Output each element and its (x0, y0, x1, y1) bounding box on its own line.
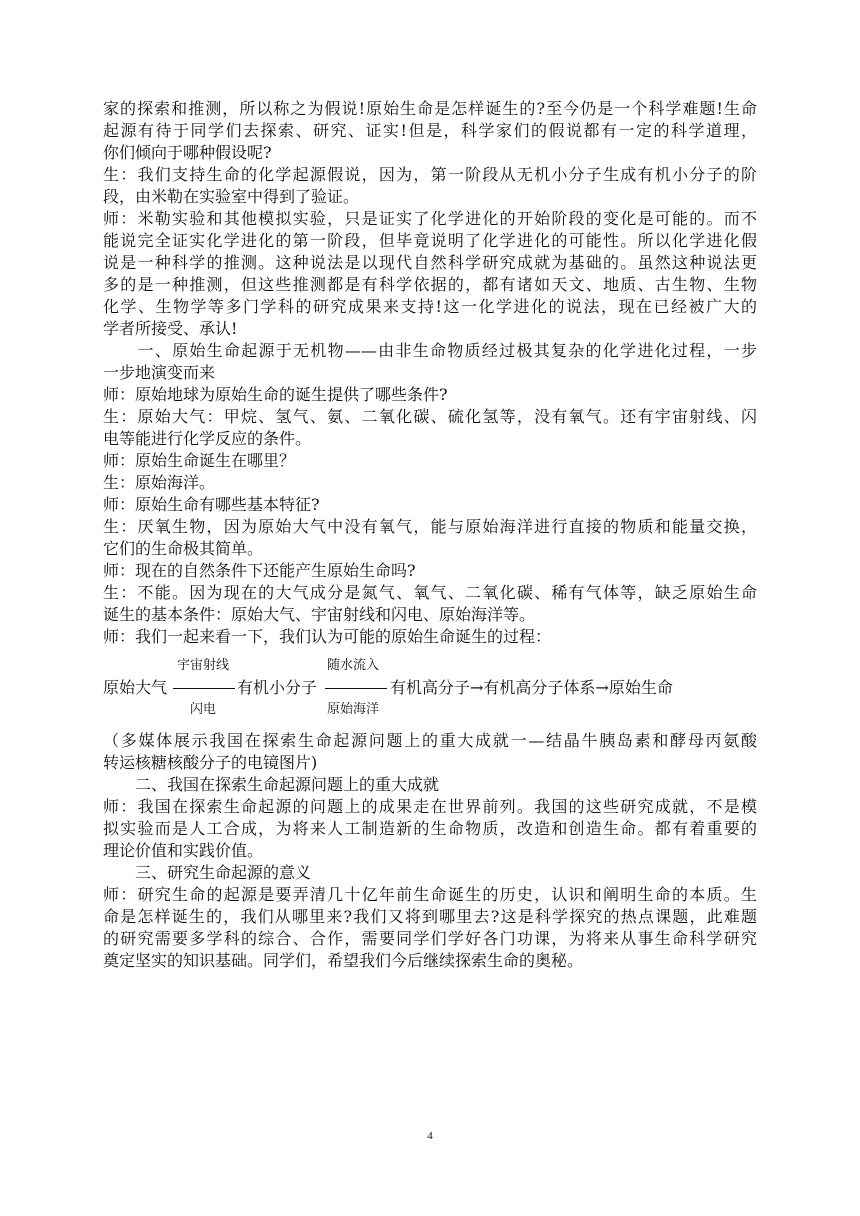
text-line: 的研究需要多学科的综合、合作，需要同学们学好各门功课，为将来从事生命科学研究 (103, 929, 757, 948)
text-line: 师：原始生命诞生在哪里？ (103, 451, 296, 470)
text-line: 诞生的基本条件：原始大气、宇宙射线和闪电、原始海洋等。 (103, 605, 536, 624)
arrow2-condition-above: 随水流入 (327, 658, 380, 673)
text-line: 师：现在的自然条件下还能产生原始生命吗? (103, 561, 416, 580)
text-line: 生：不能。因为现在的大气成分是氮气、氧气、二氧化碳、稀有气体等，缺乏原始生命 (103, 583, 757, 602)
text-line: 化学、生物学等多门学科的研究成果来支持!这一化学进化的说法，现在已经被广大的 (103, 297, 757, 316)
text-line: 师：原始生命有哪些基本特征? (103, 495, 320, 514)
text-line: 转运核糖核酸分子的电镜图片) (103, 753, 318, 772)
section-heading-1: 一、原始生命起源于无机物——由非生命物质经过极其复杂的化学进化过程，一步 (103, 341, 757, 360)
text-line: 生：原始大气：甲烷、氢气、氨、二氧化碳、硫化氢等，没有氧气。还有宇宙射线、闪 (103, 407, 757, 426)
document-body (103, 98, 757, 972)
text-line: 师：我们一起来看一下，我们认为可能的原始生命诞生的过程： (103, 627, 552, 646)
text-line: 多的是一种推测，但这些推测都是有科学依据的，都有诸如天文、地质、古生物、生物 (103, 275, 757, 294)
text-line: 一步地演变而来 (103, 363, 216, 382)
text-line: 你们倾向于哪种假设呢? (103, 143, 272, 162)
text-block-top (103, 98, 757, 648)
text-line: 师：米勒实验和其他模拟实验，只是证实了化学进化的开始阶段的变化是可能的。而不 (103, 209, 757, 228)
arrow2-condition-below: 原始海洋 (327, 702, 380, 717)
text-line: 家的探索和推测，所以称之为假说!原始生命是怎样诞生的?至今仍是一个科学难题!生命 (103, 99, 757, 118)
text-line: 理论价值和实践价值。 (103, 841, 264, 860)
page-number: 4 (427, 1130, 433, 1142)
text-line: 起源有待于同学们去探索、研究、证实!但是，科学家们的假说都有一定的科学道理， (103, 121, 757, 140)
arrow1-condition-above: 宇宙射线 (177, 658, 230, 673)
text-line: 生：我们支持生命的化学起源假说，因为，第一阶段从无机小分子生成有机小分子的阶 (103, 165, 757, 184)
text-line: 师：我国在探索生命起源的问题上的成果走在世界前列。我国的这些研究成就，不是模 (103, 797, 757, 816)
text-line: 学者所接受、承认! (103, 319, 238, 338)
diagram-node-start: 原始大气 (103, 678, 168, 697)
arrow2-line (325, 688, 387, 689)
text-line: 师：原始地球为原始生命的诞生提供了哪些条件? (103, 385, 448, 404)
text-line: 奠定坚实的知识基础。同学们，希望我们今后继续探索生命的奥秘。 (103, 951, 584, 970)
life-origin-process-diagram (103, 660, 757, 720)
text-line: 说是一种科学的推测。这种说法是以现代自然科学研究成就为基础的。虽然这种说法更 (103, 253, 757, 272)
text-line: 师：研究生命的起源是要弄清几十亿年前生命诞生的历史，认识和阐明生命的本质。生 (103, 885, 757, 904)
diagram-node-middle: 有机小分子 (237, 678, 318, 697)
text-line: 命是怎样诞生的，我们从哪里来?我们又将到哪里去?这是科学探究的热点课题，此难题 (103, 907, 757, 926)
text-line: 生：厌氧生物，因为原始大气中没有氧气，能与原始海洋进行直接的物质和能量交换， (103, 517, 757, 536)
text-line: 段，由米勒在实验室中得到了验证。 (103, 187, 360, 206)
text-line: （多媒体展示我国在探索生命起源问题上的重大成就一—结晶牛胰岛素和酵母丙氨酸 (103, 731, 757, 750)
text-block-bottom (103, 730, 757, 972)
arrow1-condition-below: 闪电 (190, 702, 217, 717)
text-line: 能说完全证实化学进化的第一阶段，但毕竟说明了化学进化的可能性。所以化学进化假 (103, 231, 757, 250)
text-line: 电等能进行化学反应的条件。 (103, 429, 312, 448)
text-line: 生：原始海洋。 (103, 473, 216, 492)
text-line: 它们的生命极其简单。 (103, 539, 264, 558)
section-heading-2: 二、我国在探索生命起源问题上的重大成就 (103, 775, 440, 794)
text-line: 拟实验而是人工合成，为将来人工制造新的生命物质，改造和创造生命。都有着重要的 (103, 819, 757, 838)
diagram-node-end: 有机高分子→有机高分子体系→原始生命 (390, 678, 673, 697)
arrow1-line (173, 688, 235, 689)
section-heading-3: 三、研究生命起源的意义 (103, 863, 312, 882)
